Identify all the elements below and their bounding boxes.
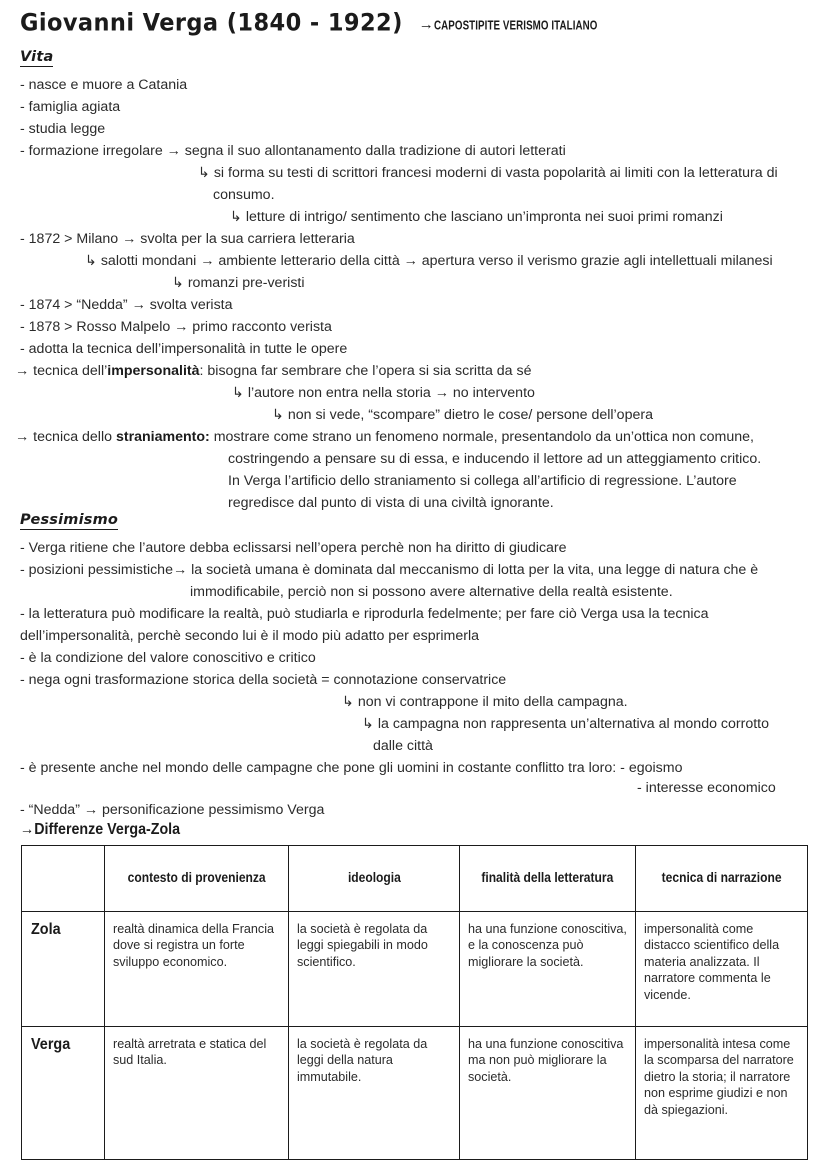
note-line-sub: immodificabile, perciò non si possono avere alternative della realtà esistente. <box>190 584 673 600</box>
table-row <box>22 1027 808 1160</box>
table-row-label-zola: Zola <box>22 912 105 1027</box>
differenze-label: →Differenze Verga-Zola <box>20 821 181 838</box>
impersonalita-bold: impersonalità <box>107 363 200 379</box>
impersonalita-pre: → tecnica dell’ <box>15 363 108 379</box>
note-line: - 1874 > “Nedda” → svolta verista <box>20 297 233 313</box>
note-line-sub: costringendo a pensare su di essa, e inducendo il lettore ad un atteggiamento critico. <box>228 451 762 467</box>
note-line: - 1878 > Rosso Malpelo → primo racconto verista <box>20 319 332 335</box>
title-text: Giovanni Verga (1840 - 1922) <box>20 9 403 37</box>
title-subtitle: CAPOSTIPITE VERISMO ITALIANO <box>433 19 598 33</box>
note-line-sub: consumo. <box>213 187 275 203</box>
note-line: - adotta la tecnica dell’impersonalità in tutte le opere <box>20 341 348 357</box>
note-line: - “Nedda” → personificazione pessimismo Verga <box>20 802 325 818</box>
note-line: - la letteratura può modificare la realtà, può studiarla e riprodurla fedelmente; per fare ciò Verga usa la tecnica <box>20 606 709 622</box>
table-header-finalita: finalità della letteratura <box>460 846 636 912</box>
table-header-tecnica: tecnica di narrazione <box>636 846 808 912</box>
note-line-sub: - interesse economico <box>637 780 776 796</box>
table-header-row <box>22 846 808 912</box>
note-line: - Verga ritiene che l’autore debba eclissarsi nell’opera perchè non ha diritto di giudicare <box>20 540 567 556</box>
right-arrow-icon: → <box>418 16 434 33</box>
table-cell: la società è regolata da leggi spiegabili in modo scientifico. <box>289 912 460 1027</box>
note-line-sub: ↳ non vi contrappone il mito della campagna. <box>342 694 628 710</box>
note-line-sub: ↳ si forma su testi di scrittori francesi moderni di vasta popolarità ai limiti con la letteratura di <box>198 165 778 181</box>
table-cell: ha una funzione conoscitiva ma non può migliorare la società. <box>460 1027 636 1160</box>
table-row <box>22 912 808 1027</box>
note-line-sub: ↳ l’autore non entra nella storia → no intervento <box>232 385 535 401</box>
table-header-ideologia: ideologia <box>289 846 460 912</box>
note-line: - nega ogni trasformazione storica della società = connotazione conservatrice <box>20 672 507 688</box>
impersonalita-post: : bisogna far sembrare che l’opera si sia scritta da sé <box>199 363 532 379</box>
table-cell: ha una funzione conoscitiva, e la conoscenza può migliorare la società. <box>460 912 636 1027</box>
note-line-sub: ↳ la campagna non rappresenta un’alternativa al mondo corrotto <box>362 716 770 732</box>
straniamento-pre: → tecnica dello <box>15 429 116 445</box>
table-cell: impersonalità intesa come la scomparsa del narratore dietro la storia; il narratore non esprime giudizi e non dà spiegazioni. <box>636 1027 808 1160</box>
table-cell: realtà arretrata e statica del sud Italia. <box>105 1027 289 1160</box>
note-line: - nasce e muore a Catania <box>20 77 188 93</box>
page-title <box>20 11 626 37</box>
table-row-label-verga: Verga <box>22 1027 105 1160</box>
note-line: dell’impersonalità, perchè secondo lui è il modo più adatto per esprimerla <box>20 628 479 644</box>
section-heading-vita: Vita <box>20 49 54 65</box>
note-line-sub: ↳ salotti mondani → ambiente letterario della città → apertura verso il verismo grazie agli intellettuali milanesi <box>85 253 773 269</box>
table-cell: realtà dinamica della Francia dove si registra un forte sviluppo economico. <box>105 912 289 1027</box>
note-line-sub: dalle città <box>373 738 433 754</box>
note-line: - famiglia agiata <box>20 99 121 115</box>
note-line: - è presente anche nel mondo delle campagne che pone gli uomini in costante conflitto tra loro: - egoismo <box>20 760 683 776</box>
note-line-sub: regredisce dal punto di vista di una civiltà ignorante. <box>228 495 554 511</box>
note-line: - posizioni pessimistiche→ la società umana è dominata dal meccanismo di lotta per la vita, una legge di natura che è <box>20 562 759 578</box>
table-cell: la società è regolata da leggi della natura immutabile. <box>289 1027 460 1160</box>
note-line-sub: ↳ non si vede, “scompare” dietro le cose/ persone dell’opera <box>272 407 653 423</box>
comparison-table <box>21 845 808 1160</box>
note-line: - 1872 > Milano → svolta per la sua carriera letteraria <box>20 231 355 247</box>
note-line-sub: ↳ romanzi pre-veristi <box>172 275 305 291</box>
straniamento-bold: straniamento: <box>115 429 210 445</box>
table-header-corner <box>22 846 105 912</box>
note-line-impersonalita <box>15 363 532 379</box>
section-heading-pessimismo: Pessimismo <box>20 512 119 528</box>
straniamento-post: mostrare come strano un fenomeno normale, presentandolo da un’ottica non comune, <box>209 429 754 445</box>
note-line-sub: In Verga l’artificio dello straniamento si collega all’artificio di regressione. L’autore <box>228 473 737 489</box>
note-line: - formazione irregolare → segna il suo allontanamento dalla tradizione di autori letterati <box>20 143 566 159</box>
table-header-contesto: contesto di provenienza <box>105 846 289 912</box>
table-cell: impersonalità come distacco scientifico della materia analizzata. Il narratore commenta le vicende. <box>636 912 808 1027</box>
note-line-sub: ↳ letture di intrigo/ sentimento che lasciano un’impronta nei suoi primi romanzi <box>230 209 723 225</box>
note-line: - studia legge <box>20 121 106 137</box>
note-line: - è la condizione del valore conoscitivo e critico <box>20 650 316 666</box>
note-line-straniamento <box>15 429 754 445</box>
